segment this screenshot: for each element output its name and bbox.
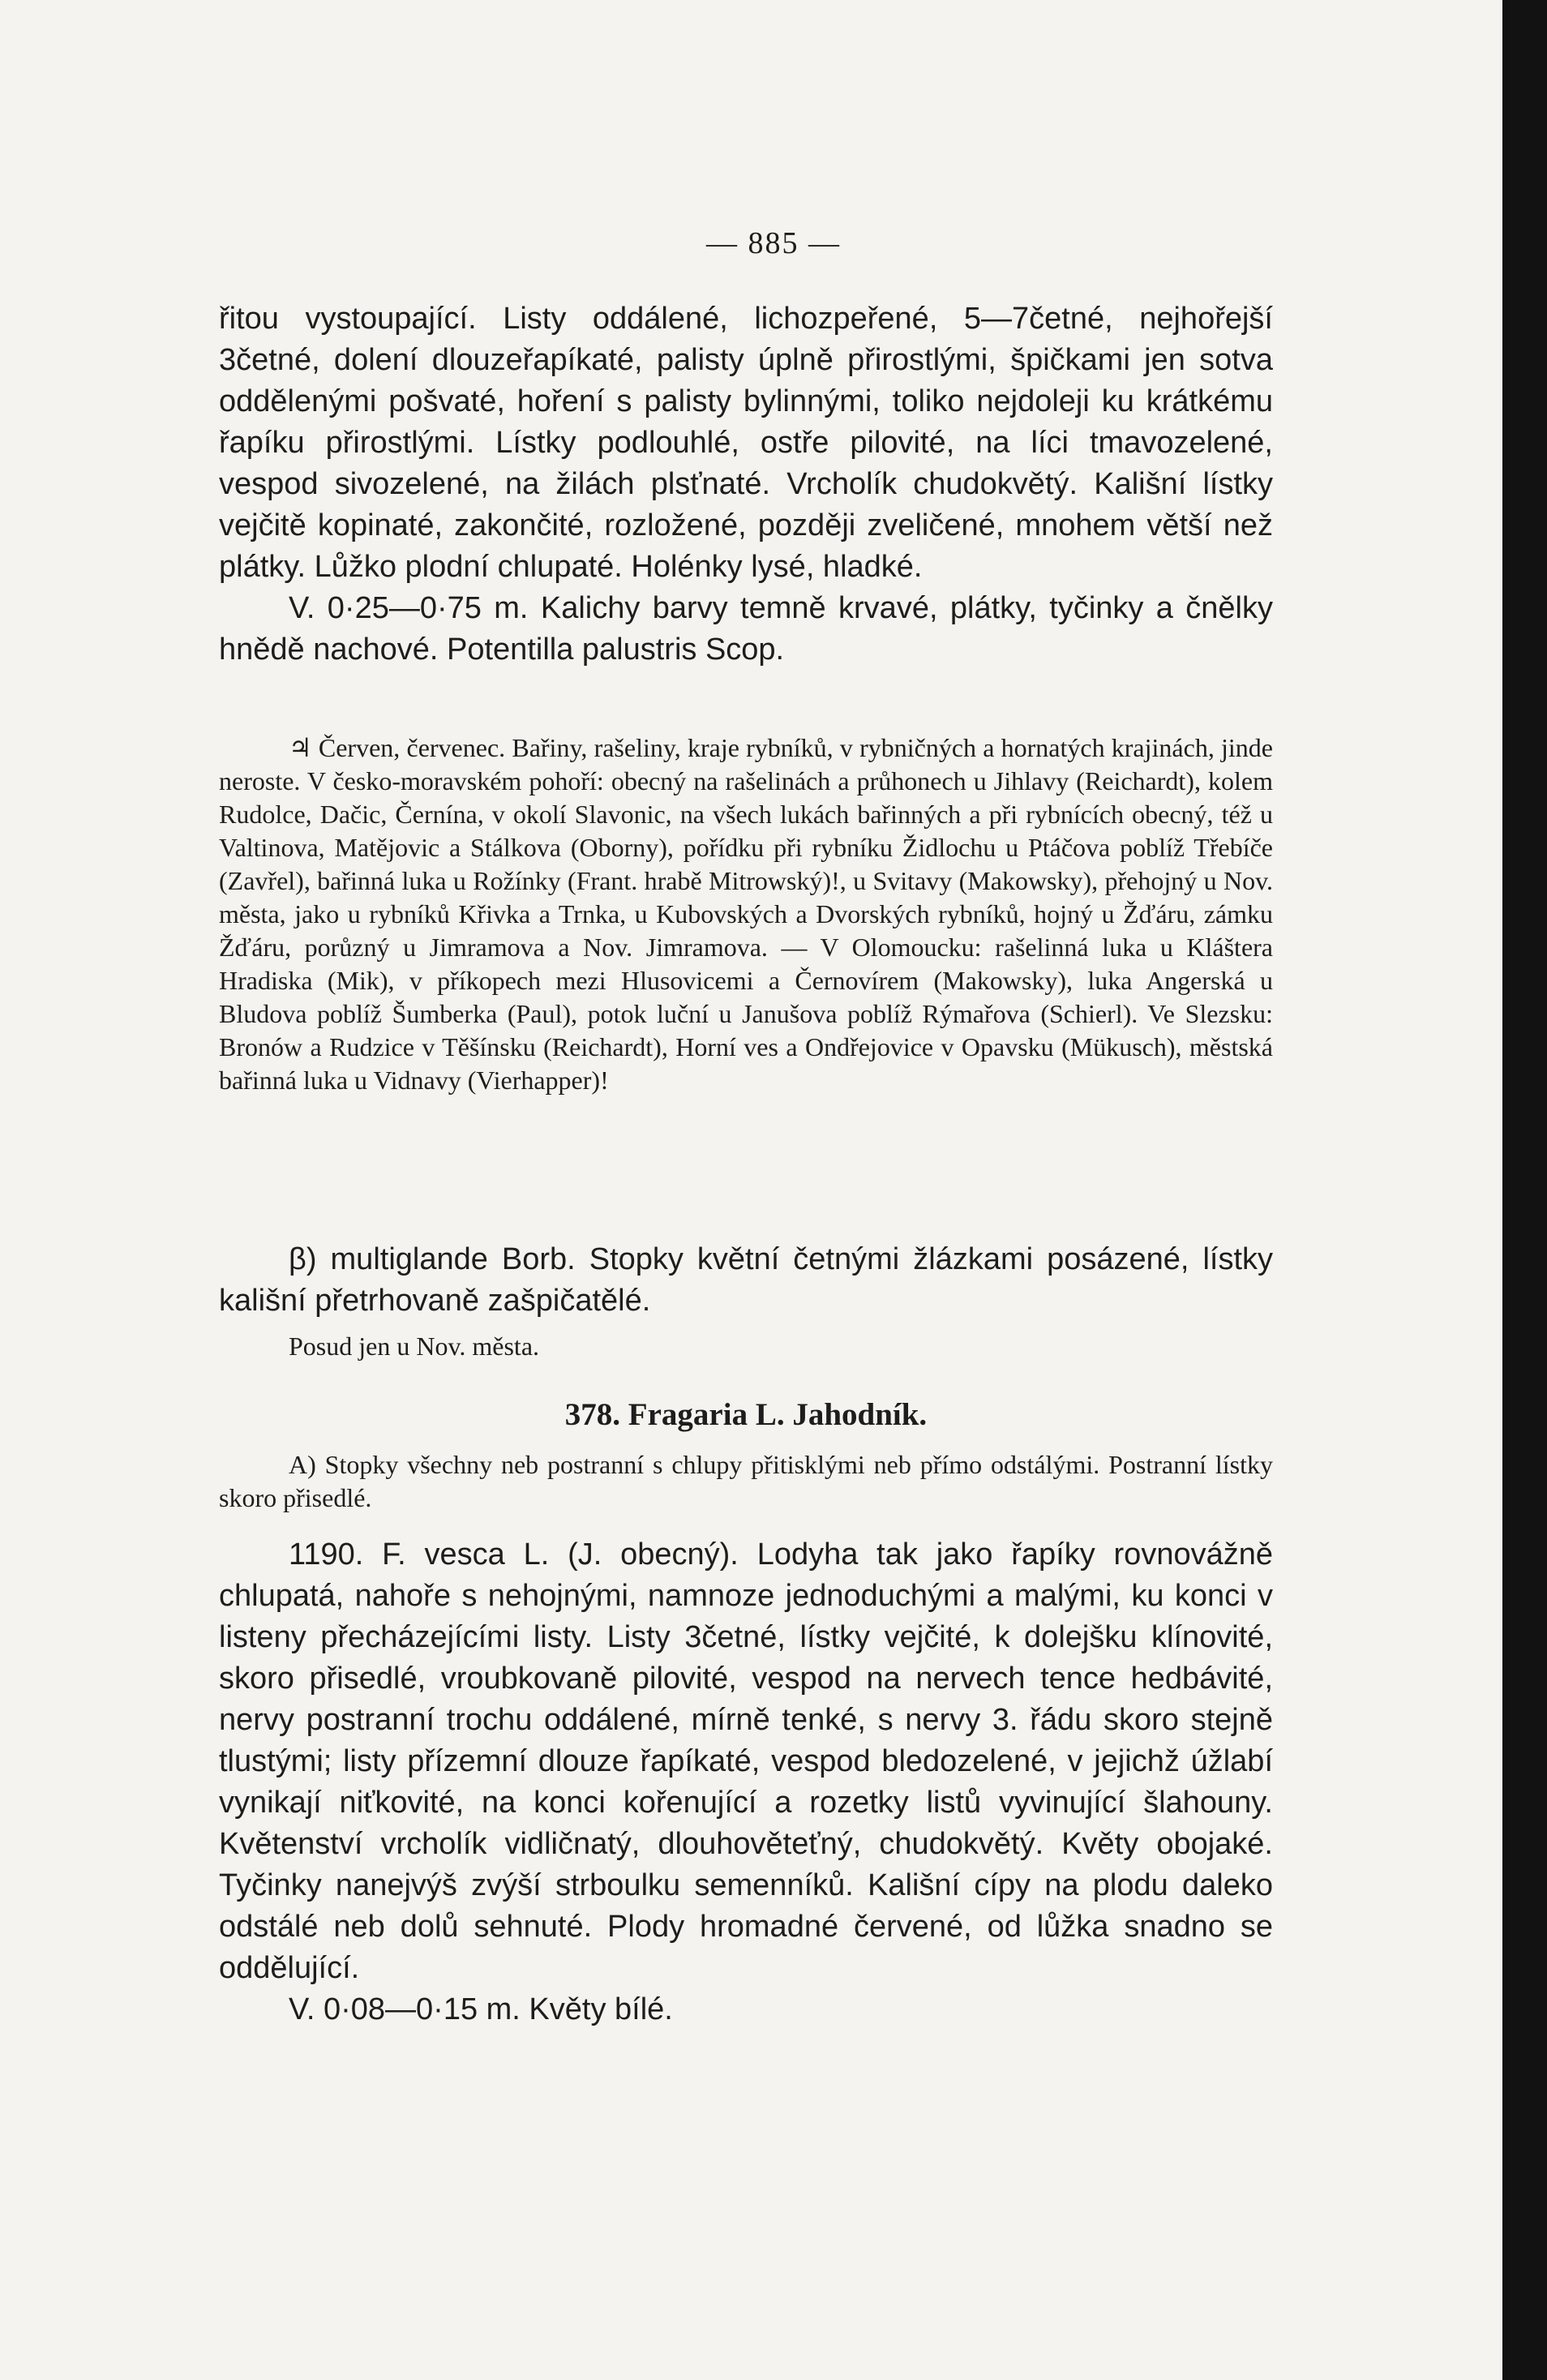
genus-heading: 378. Fragaria L. Jahodník. xyxy=(564,1397,928,1432)
text-block-note xyxy=(219,1330,1273,1363)
paragraph-locality: ♃ Červen, červenec. Bařiny, rašeliny, kraje rybníků, v rybničných a hornatých krajinách, jinde neroste. V česko-moravském pohoří: obecný na rašelinách a průhonech u Jihlavy (Reichardt), kolem Rudolce, Dačic, Černína, v okolí Slavonic, na všech lukách bařinných a při rybnících obecný, též u Valtinova, Matějovic a Stálkova (Oborny), pořídku při rybníku Židlochu u Ptáčova poblíž Třebíče (Zavřel), bařinná luka u Rožínky (Frant. hrabě Mitrowský)!, u Svitavy (Makowsky), přehojný u Nov. města, jako u rybníků Křivka a Trnka, u Kubovských a Dvorských rybníků, hojný u Žďáru, zámku Žďáru, porůzný u Jimramova a Nov. Jimramova. — V Olomoucku: rašelinná luka u Kláštera Hradiska (Mik), v příkopech mezi Hlusovicemi a Černovírem (Makowsky), luka Angerská u Bludova poblíž Šumberka (Paul), potok luční u Janušova poblíž Rýmařova (Schierl). Ve Slezsku: Bronów a Rudzice v Těšínsku (Reichardt), Horní ves a Ondřejovice v Opavsku (Mükusch), městská bařinná luka u Vidnavy (Vierhapper)! xyxy=(219,733,1273,1095)
paragraph-multiglande: β) multiglande Borb. Stopky květní četnými žlázkami posázené, lístky kališní přetrhovaně zašpičatělé. xyxy=(219,1242,1273,1318)
scan-border xyxy=(1502,0,1547,2380)
paragraph-height: V. 0·08—0·15 m. Květy bílé. xyxy=(289,1992,673,2026)
paragraph-kalichy: V. 0·25—0·75 m. Kalichy barvy temně krvavé, plátky, tyčinky a čnělky hnědě nachové. Potentilla palustris Scop. xyxy=(219,591,1273,667)
paragraph-posud: Posud jen u Nov. města. xyxy=(289,1332,540,1361)
page-number: — 885 — xyxy=(706,226,841,260)
text-block-top xyxy=(219,298,1273,671)
paragraph-key-a: A) Stopky všechny neb postranní s chlupy přitisklými neb přímo odstálými. Postranní lístky skoro přisedlé. xyxy=(219,1450,1273,1512)
text-block-locality xyxy=(219,731,1273,1097)
paragraph-fragaria-vesca: 1190. F. vesca L. (J. obecný). Lodyha tak jako řapíky rovnovážně chlupatá, nahoře s nehojnými, namnoze jednoduchými a malými, ku konci v listeny přecházejícími listy. Listy 3četné, lístky vejčité, k dolejšku klínovité, skoro přisedlé, vroubkovaně pilovité, vespod na nervech tence hedbávité, nervy postranní trochu oddálené, mírně tenké, s nervy 3. řádu skoro stejně tlustými; listy přízemní dlouze řapíkaté, vespod bledozelené, v jejichž úžlabí vynikají niťkovité, na konci kořenující a rozetky listů vyvinující šlahouny. Květenství vrcholík vidličnatý, dlouhověteťný, chudokvětý. Květy obojaké. Tyčinky nanejvýš zvýší strboulku semenníků. Kališní cípy na plodu daleko odstálé neb dolů sehnuté. Plody hromadné červené, od lůžka snadno se oddělující. xyxy=(219,1537,1273,1985)
text-block-variety xyxy=(219,1239,1273,1322)
paragraph-listy: řitou vystoupající. Listy oddálené, lichozpeřené, 5—7četné, nejhořejší 3četné, dolení dlouzeřapíkaté, palisty úplně přirostlými, špičkami jen sotva oddělenými pošvaté, hoření s palisty bylinnými, toliko nejdoleji ku krátkému řapíku přirostlými. Lístky podlouhlé, ostře pilovité, na líci tmavozelené, vespod sivozelené, na žilách plsťnaté. Vrcholík chudokvětý. Kališní lístky vejčitě kopinaté, zakončité, rozložené, později zveličené, mnohem větší než plátky. Lůžko plodní chlupaté. Holénky lysé, hladké. xyxy=(219,302,1273,584)
text-block-species xyxy=(219,1534,1273,2031)
text-block-key xyxy=(219,1448,1273,1515)
